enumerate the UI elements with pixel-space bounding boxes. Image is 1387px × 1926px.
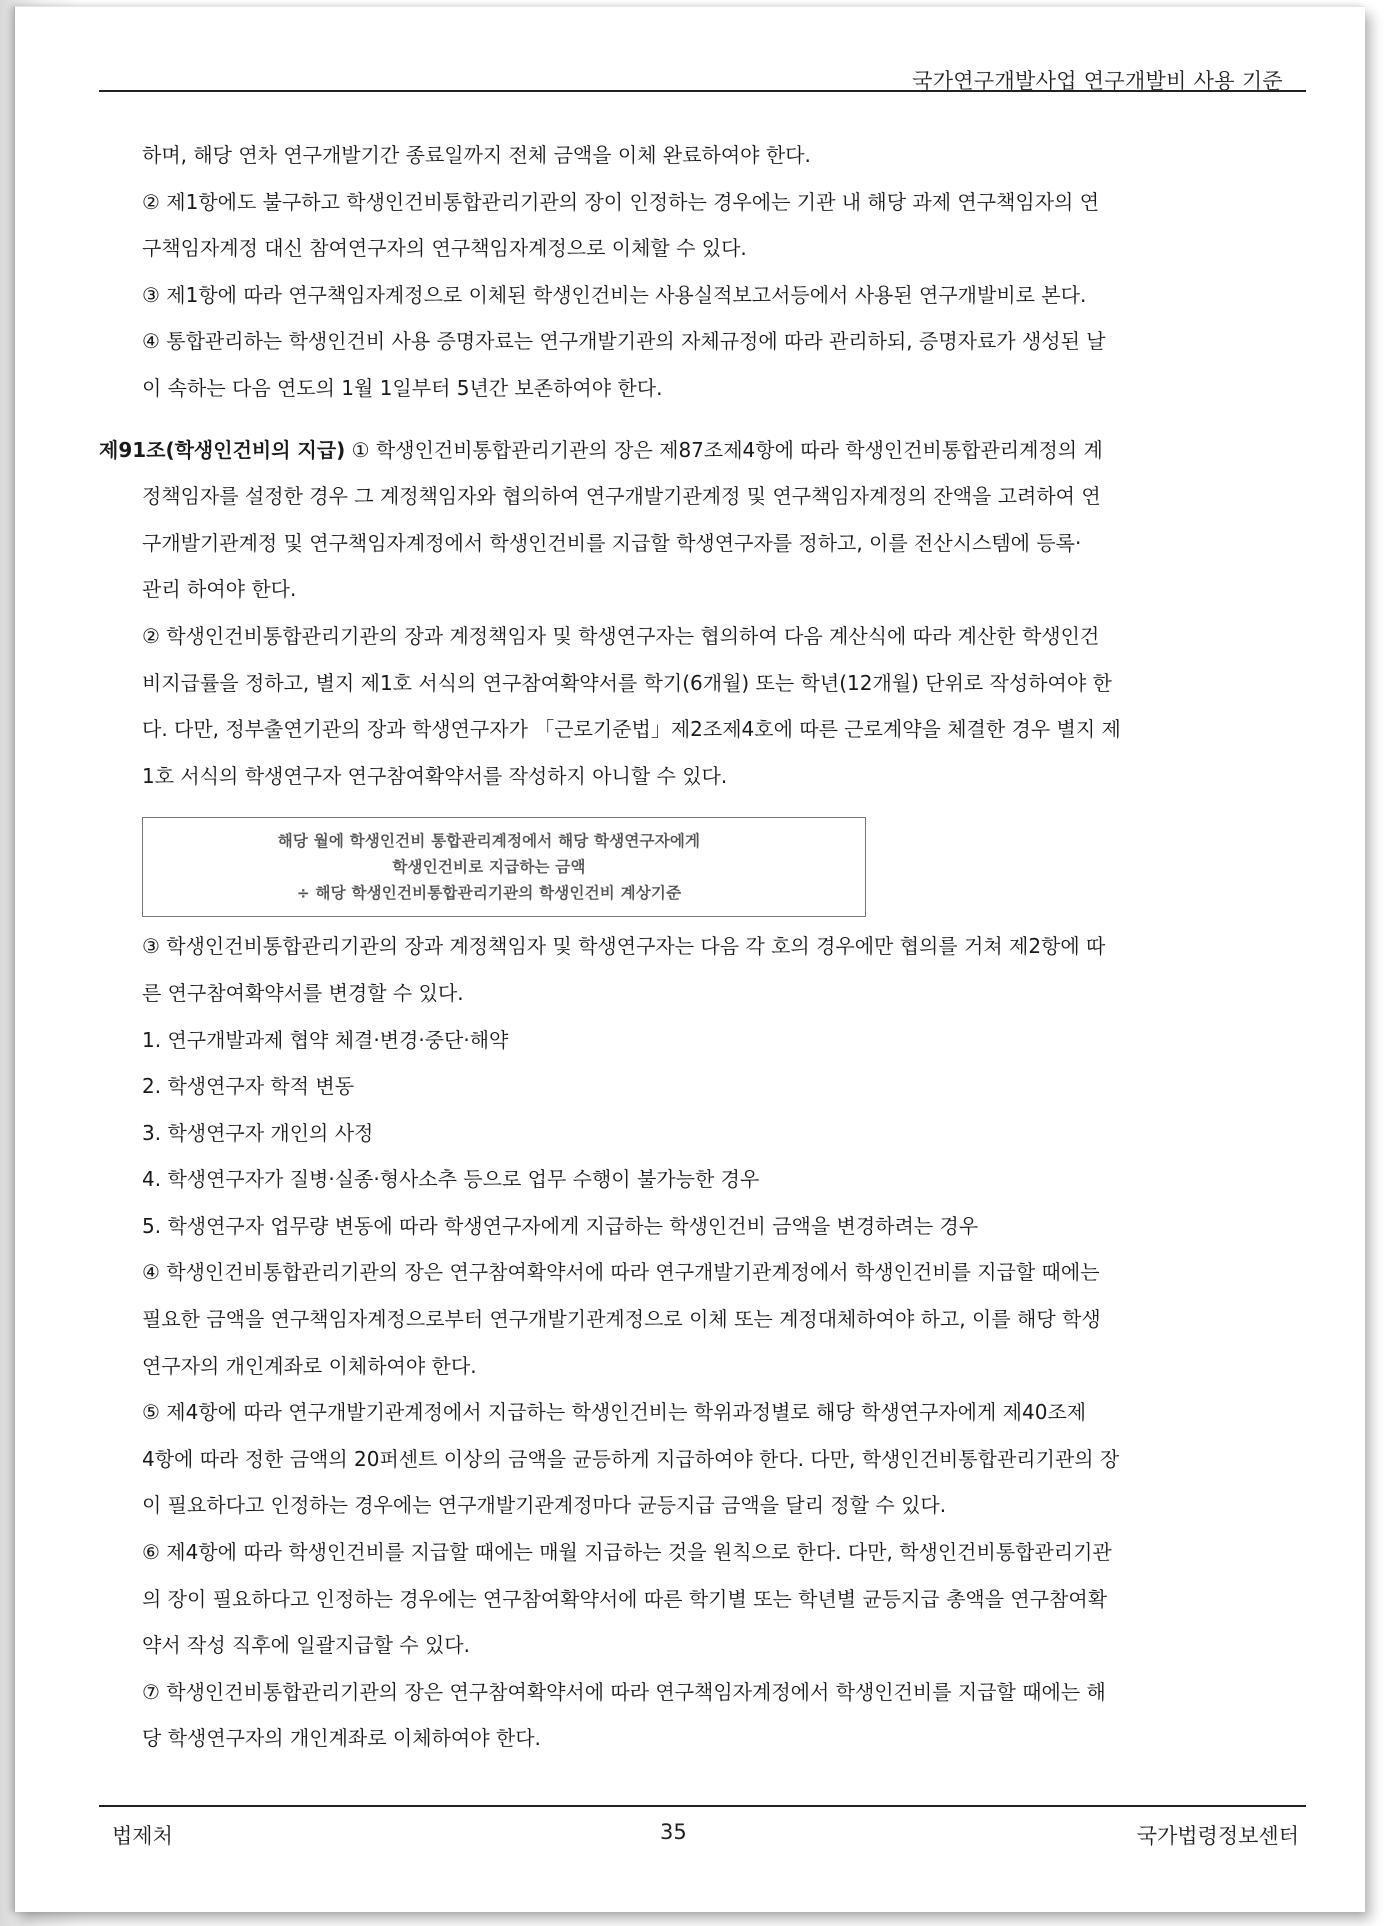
page-number: 35 xyxy=(660,1820,687,1844)
paragraph-line: ⑤ 제4항에 따라 연구개발기관계정에서 지급하는 학생인건비는 학위과정별로 해당 학생연구자에게 제40조제 xyxy=(142,1400,1087,1425)
formula-line-1: 해당 월에 학생인건비 통합관리계정에서 해당 학생연구자에게 xyxy=(277,832,701,851)
paragraph-line: ③ 제1항에 따라 연구책임자계정으로 이체된 학생인건비는 사용실적보고서등에서 사용된 연구개발비로 본다. xyxy=(142,282,1087,307)
formula-line-3: ÷ 해당 학생인건비통합관리기관의 학생인건비 계상기준 xyxy=(296,884,682,903)
formula-line-2: 학생인건비로 지급하는 금액 xyxy=(392,858,586,877)
article-line: 비지급률을 정하고, 별지 제1호 서식의 연구참여확약서를 학기(6개월) 또는 학년(12개월) 단위로 작성하여야 한 xyxy=(142,670,1112,695)
paragraph-line: 의 장이 필요하다고 인정하는 경우에는 연구참여확약서에 따른 학기별 또는 학년별 균등지급 총액을 연구참여확 xyxy=(142,1586,1108,1611)
article-line: 1호 서식의 학생연구자 연구참여확약서를 작성하지 아니할 수 있다. xyxy=(142,763,728,788)
paragraph-line: ⑥ 제4항에 따라 학생인건비를 지급할 때에는 매월 지급하는 것을 원칙으로 한다. 다만, 학생인건비통합관리기관 xyxy=(142,1540,1112,1565)
paragraph-line: ③ 학생인건비통합관리기관의 장과 계정책임자 및 학생연구자는 다음 각 호의 경우에만 협의를 거쳐 제2항에 따 xyxy=(142,934,1106,959)
article-line: 정책임자를 설정한 경우 그 계정책임자와 협의하여 연구개발기관계정 및 연구책임자계정의 잔액을 고려하여 연 xyxy=(142,484,1101,509)
paragraph-line: 이 속하는 다음 연도의 1월 1일부터 5년간 보존하여야 한다. xyxy=(142,375,663,400)
list-item: 5. 학생연구자 업무량 변동에 따라 학생연구자에게 지급하는 학생인건비 금액을 변경하려는 경우 xyxy=(142,1213,979,1238)
paragraph-line: 4항에 따라 정한 금액의 20퍼센트 이상의 금액을 균등하게 지급하여야 한다. 다만, 학생인건비통합관리기관의 장 xyxy=(142,1446,1120,1471)
paragraph-line: 하며, 해당 연차 연구개발기간 종료일까지 전체 금액을 이체 완료하여야 한다. xyxy=(142,143,811,167)
footer-publisher: 법제처 xyxy=(112,1824,173,1848)
footer-divider xyxy=(99,1805,1306,1807)
header-title: 국가연구개발사업 연구개발비 사용 기준 xyxy=(912,69,1283,93)
footer-source: 국가법령정보센터 xyxy=(1136,1824,1299,1848)
paragraph-line: ② 제1항에도 불구하고 학생인건비통합관리기관의 장이 인정하는 경우에는 기관 내 해당 과제 연구책임자의 연 xyxy=(142,189,1100,214)
list-item: 4. 학생연구자가 질병·실종·형사소추 등으로 업무 수행이 불가능한 경우 xyxy=(142,1167,760,1192)
paragraph-line: 이 필요하다고 인정하는 경우에는 연구개발기관계정마다 균등지급 금액을 달리 정할 수 있다. xyxy=(142,1493,947,1518)
section-gap xyxy=(99,412,1306,427)
paragraph-line: 연구자의 개인계좌로 이체하여야 한다. xyxy=(142,1353,477,1378)
header-divider xyxy=(99,90,1306,92)
list-item: 3. 학생연구자 개인의 사정 xyxy=(142,1120,374,1145)
list-item: 2. 학생연구자 학적 변동 xyxy=(142,1074,355,1099)
article-line: ② 학생인건비통합관리기관의 장과 계정책임자 및 학생연구자는 협의하여 다음 계산식에 따라 계산한 학생인건 xyxy=(142,623,1100,648)
paragraph-line: 필요한 금액을 연구책임자계정으로부터 연구개발기관계정으로 이체 또는 계정대체하여야 하고, 이를 해당 학생 xyxy=(142,1307,1101,1332)
document-body xyxy=(99,132,1306,1762)
paragraph-line: ④ 통합관리하는 학생인건비 사용 증명자료는 연구개발기관의 자체규정에 따라 관리하되, 증명자료가 생성된 날 xyxy=(142,329,1106,354)
article-line: 관리 하여야 한다. xyxy=(142,577,297,602)
article-line: 구개발기관계정 및 연구책임자계정에서 학생인건비를 지급할 학생연구자를 정하고, 이를 전산시스템에 등록· xyxy=(142,530,1082,555)
article-line: 다. 다만, 정부출연기관의 장과 학생연구자가 「근로기준법」제2조제4호에 따른 근로계약을 체결한 경우 별지 제 xyxy=(142,717,1121,742)
paragraph-line: 른 연구참여확약서를 변경할 수 있다. xyxy=(142,980,464,1005)
list-item: 1. 연구개발과제 협약 체결·변경·중단·해약 xyxy=(142,1027,509,1052)
article-first-line: ① 학생인건비통합관리기관의 장은 제87조제4항에 따라 학생인건비통합관리계정의 계 xyxy=(345,437,1103,462)
paragraph-line: 당 학생연구자의 개인계좌로 이체하여야 한다. xyxy=(142,1726,541,1751)
paragraph-line: ④ 학생인건비통합관리기관의 장은 연구참여확약서에 따라 연구개발기관계정에서 학생인건비를 지급할 때에는 xyxy=(142,1260,1100,1285)
article-title: 제91조(학생인건비의 지급) xyxy=(99,437,346,462)
paragraph-line: ⑦ 학생인건비통합관리기관의 장은 연구참여확약서에 따라 연구책임자계정에서 학생인건비를 지급할 때에는 해 xyxy=(142,1679,1106,1704)
paragraph-line: 구책임자계정 대신 참여연구자의 연구책임자계정으로 이체할 수 있다. xyxy=(142,236,747,261)
paragraph-line: 약서 작성 직후에 일괄지급할 수 있다. xyxy=(142,1633,470,1658)
article-heading-line xyxy=(99,427,1306,474)
formula-box xyxy=(142,817,866,917)
